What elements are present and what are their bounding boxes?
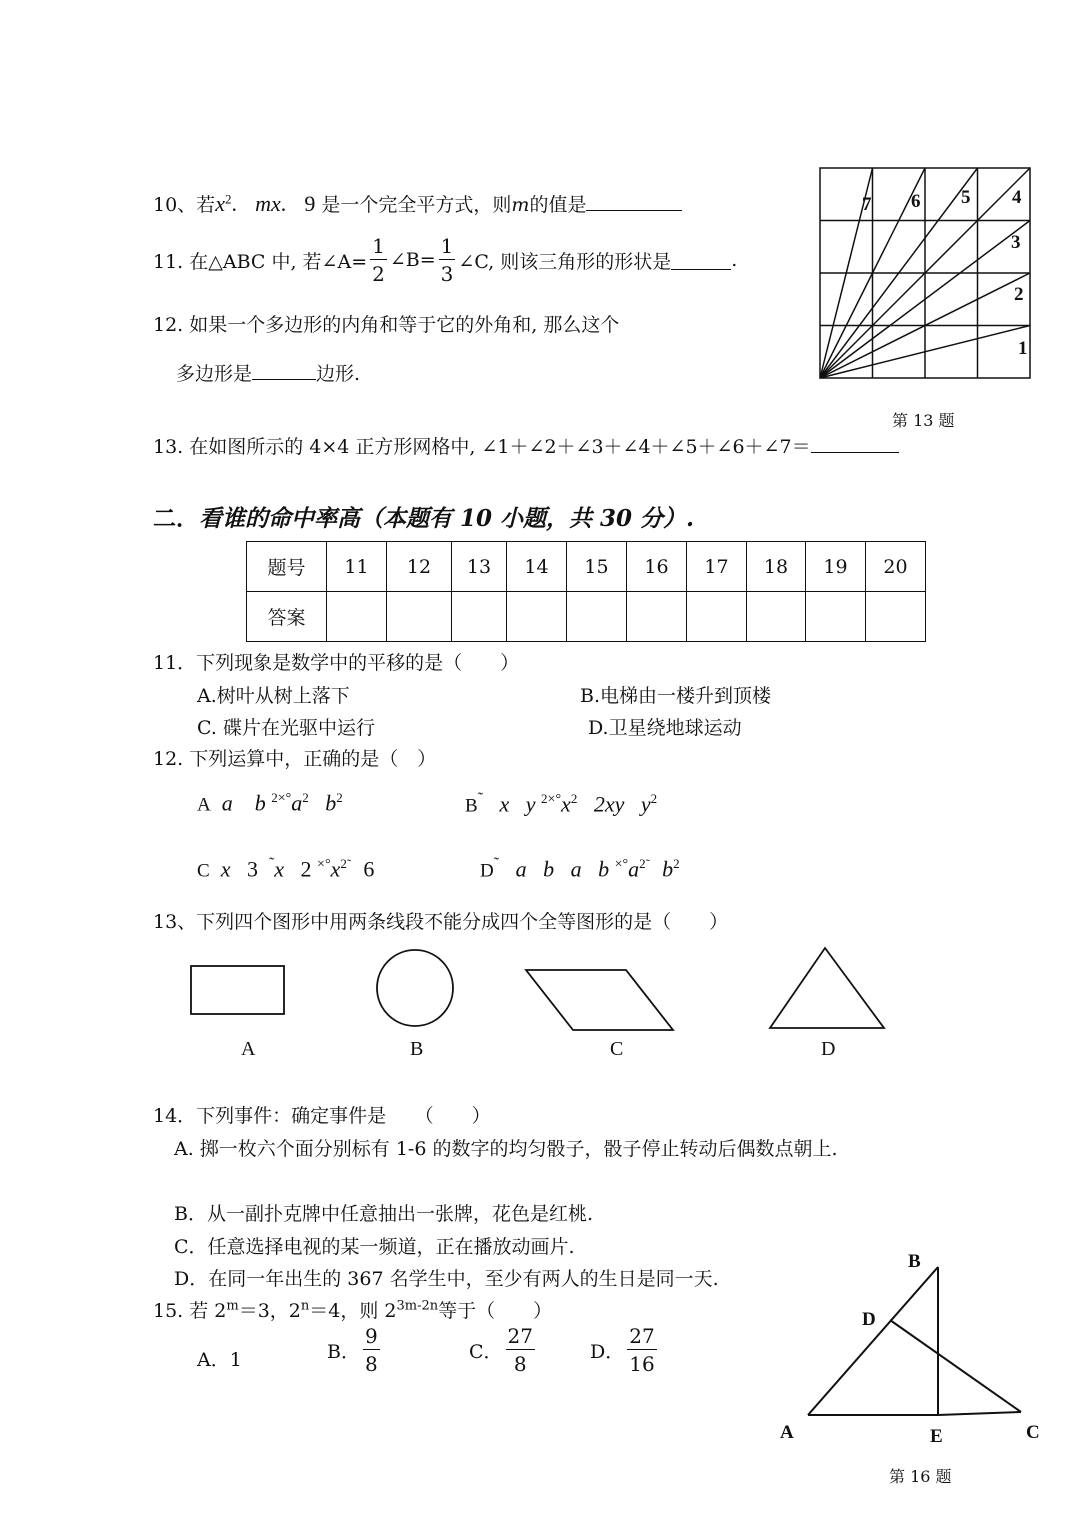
answer-table-number: 20 (866, 542, 926, 592)
q10-dot1: . (231, 191, 237, 216)
mc-13-label-a[interactable]: A (241, 1038, 256, 1060)
q11a-fraction-2: $\frac{1}{3}$ (440, 234, 454, 286)
mc-11-option-d[interactable]: D.卫星绕地球运动 (588, 717, 742, 739)
mc-13-label-d[interactable]: D (821, 1038, 836, 1060)
answer-table-number: 15 (567, 542, 627, 592)
answer-table-answer-row (247, 592, 926, 642)
answer-table (246, 541, 926, 642)
question-12-fill-line2: 多边形是 边形. (176, 363, 361, 385)
answer-cell[interactable] (806, 592, 866, 642)
q10-x: x (215, 191, 225, 216)
q10-tail: 是一个完全平方式，则 (321, 194, 512, 216)
mc-11-option-c[interactable]: C. 碟片在光驱中运行 (197, 717, 375, 739)
q10-mx: mx (255, 191, 281, 216)
fig13-caption: 第 13 题 (892, 411, 955, 430)
section-2-heading: 二．看谁的命中率高（本题有 10 小题，共 30 分）. (153, 505, 695, 532)
q11a-head: 11. 在△ABC 中, 若∠A= (153, 250, 368, 273)
rectangle-shape (191, 966, 284, 1014)
mc-12-stem: 12. 下列运算中，正确的是（ ） (153, 748, 437, 770)
mc-14-stem: 14．下列事件：确定事件是 （ ） (153, 1105, 491, 1127)
answer-cell[interactable] (687, 592, 747, 642)
mc-13-label-c[interactable]: C (610, 1038, 624, 1060)
fig16-caption: 第 16 题 (889, 1467, 952, 1486)
q10-tail2: 的值是 (529, 194, 587, 216)
answer-table-number: 14 (507, 542, 567, 592)
fig13-label-6: 6 (911, 191, 921, 212)
fig13-label-5: 5 (961, 187, 971, 208)
q10-answer-blank[interactable] (586, 192, 682, 211)
q11a-tail: ∠C, 则该三角形的形状是 (458, 250, 672, 273)
q13a-answer-blank[interactable] (811, 434, 899, 453)
mc-13-stem: 13、下列四个图形中用两条线段不能分成四个全等图形的是（ ） (153, 911, 729, 933)
q11a-fraction-1: $\frac{1}{2}$ (372, 234, 385, 286)
mc-11-stem: 11．下列现象是数学中的平移的是（ ） (153, 652, 520, 674)
question-11-fill: 11. 在△ABC 中, 若∠A= $\frac{1}{2}$ ∠B= $\frac{1}{3}$ ∠C, 则该三角形的形状是 . (153, 234, 738, 286)
q10-exp: 2 (224, 191, 232, 207)
fig13-label-7: 7 (862, 194, 872, 215)
answer-cell[interactable] (327, 592, 387, 642)
answer-table-answer-label: 答案 (247, 592, 327, 642)
answer-cell[interactable] (507, 592, 567, 642)
mc-12-option-a[interactable]: A a b $^{2\times^\circ}a^2$ $b^2$ (197, 790, 343, 816)
fig16-label-b: B (908, 1251, 921, 1272)
q12a-answer-blank[interactable] (252, 361, 316, 380)
answer-table-number: 12 (387, 542, 452, 592)
triangle-shape (770, 948, 884, 1028)
mc-12-option-b[interactable]: B˜ x y $^{2\times^\circ}x^2$ 2xy $y^2$ (465, 790, 658, 817)
answer-cell[interactable] (387, 592, 452, 642)
mc-15-option-b[interactable]: B． $\frac{9}{8}$ (327, 1324, 378, 1376)
mc-14-option-a[interactable]: A. 掷一枚六个面分别标有 1-6 的数字的均匀骰子，骰子停止转动后偶数点朝上. (174, 1138, 838, 1160)
mc-13-label-b[interactable]: B (410, 1038, 424, 1060)
mc-15-option-a[interactable]: A．1 (197, 1349, 242, 1371)
answer-cell[interactable] (627, 592, 687, 642)
figure-16-triangle (770, 1240, 1070, 1450)
mc-15-stem: 15. 若 $2^m=3$，$2^n=4$，则 $2^{3m-2n}$等于（ ） (153, 1298, 553, 1322)
answer-table-number: 17 (687, 542, 747, 592)
q11a-mid: ∠B= (389, 249, 436, 271)
parallelogram-shape (526, 970, 673, 1030)
answer-cell[interactable] (747, 592, 806, 642)
mc-11-option-b[interactable]: B.电梯由一楼升到顶楼 (580, 685, 772, 707)
q10-m: m (511, 194, 530, 216)
fig13-label-1: 1 (1018, 338, 1028, 359)
answer-table-header-row (247, 542, 926, 592)
answer-table-number: 11 (327, 542, 387, 592)
mc-14-option-d[interactable]: D．在同一年出生的 367 名学生中，至少有两人的生日是同一天. (174, 1268, 719, 1290)
mc-13-shapes (180, 940, 900, 1040)
fig16-label-c: C (1026, 1422, 1040, 1443)
circle-shape (377, 950, 453, 1026)
answer-cell[interactable] (452, 592, 507, 642)
mc-14-option-b[interactable]: B．从一副扑克牌中任意抽出一张牌，花色是红桃. (174, 1203, 594, 1225)
fig13-label-4: 4 (1012, 187, 1022, 208)
fig16-label-d: D (862, 1309, 876, 1330)
answer-cell[interactable] (567, 592, 627, 642)
mc-11-option-a[interactable]: A.树叶从树上落下 (197, 685, 350, 707)
q10-label: 10、若 (153, 194, 216, 216)
q11a-answer-blank[interactable] (671, 251, 731, 270)
mc-14-option-c[interactable]: C．任意选择电视的某一频道，正在播放动画片. (174, 1236, 575, 1258)
q10-nine: 9 (304, 191, 316, 216)
mc-15-option-c[interactable]: C． $\frac{27}{8}$ (469, 1324, 533, 1376)
fig16-label-e: E (930, 1426, 943, 1447)
fig16-label-a: A (780, 1422, 794, 1443)
question-13-fill: 13. 在如图所示的 4×4 正方形网格中, ∠1＋∠2＋∠3＋∠4＋∠5＋∠6＋∠7＝ (153, 432, 899, 459)
answer-table-number: 19 (806, 542, 866, 592)
fig13-label-3: 3 (1011, 232, 1021, 253)
answer-table-number: 18 (747, 542, 806, 592)
q10-dot2: . (280, 191, 287, 216)
answer-table-number: 13 (452, 542, 507, 592)
mc-15-option-d[interactable]: D． $\frac{27}{16}$ (590, 1324, 655, 1376)
mc-12-option-d[interactable]: D˜ a b a b $^{\times^\circ}a^{2̃}$ $b^2$ (480, 855, 680, 882)
mc-12-option-c[interactable]: C x 3 ˜x 2 $^{\times^\circ}x^{2̃}$ 6 (197, 855, 375, 882)
answer-cell[interactable] (866, 592, 926, 642)
fig13-label-2: 2 (1014, 284, 1024, 305)
answer-table-number: 16 (627, 542, 687, 592)
figure-13-grid (816, 164, 1036, 386)
question-10 (153, 190, 682, 217)
question-12-fill-line1: 12. 如果一个多边形的内角和等于它的外角和, 那么这个 (153, 314, 620, 336)
answer-table-header-label: 题号 (247, 542, 327, 592)
